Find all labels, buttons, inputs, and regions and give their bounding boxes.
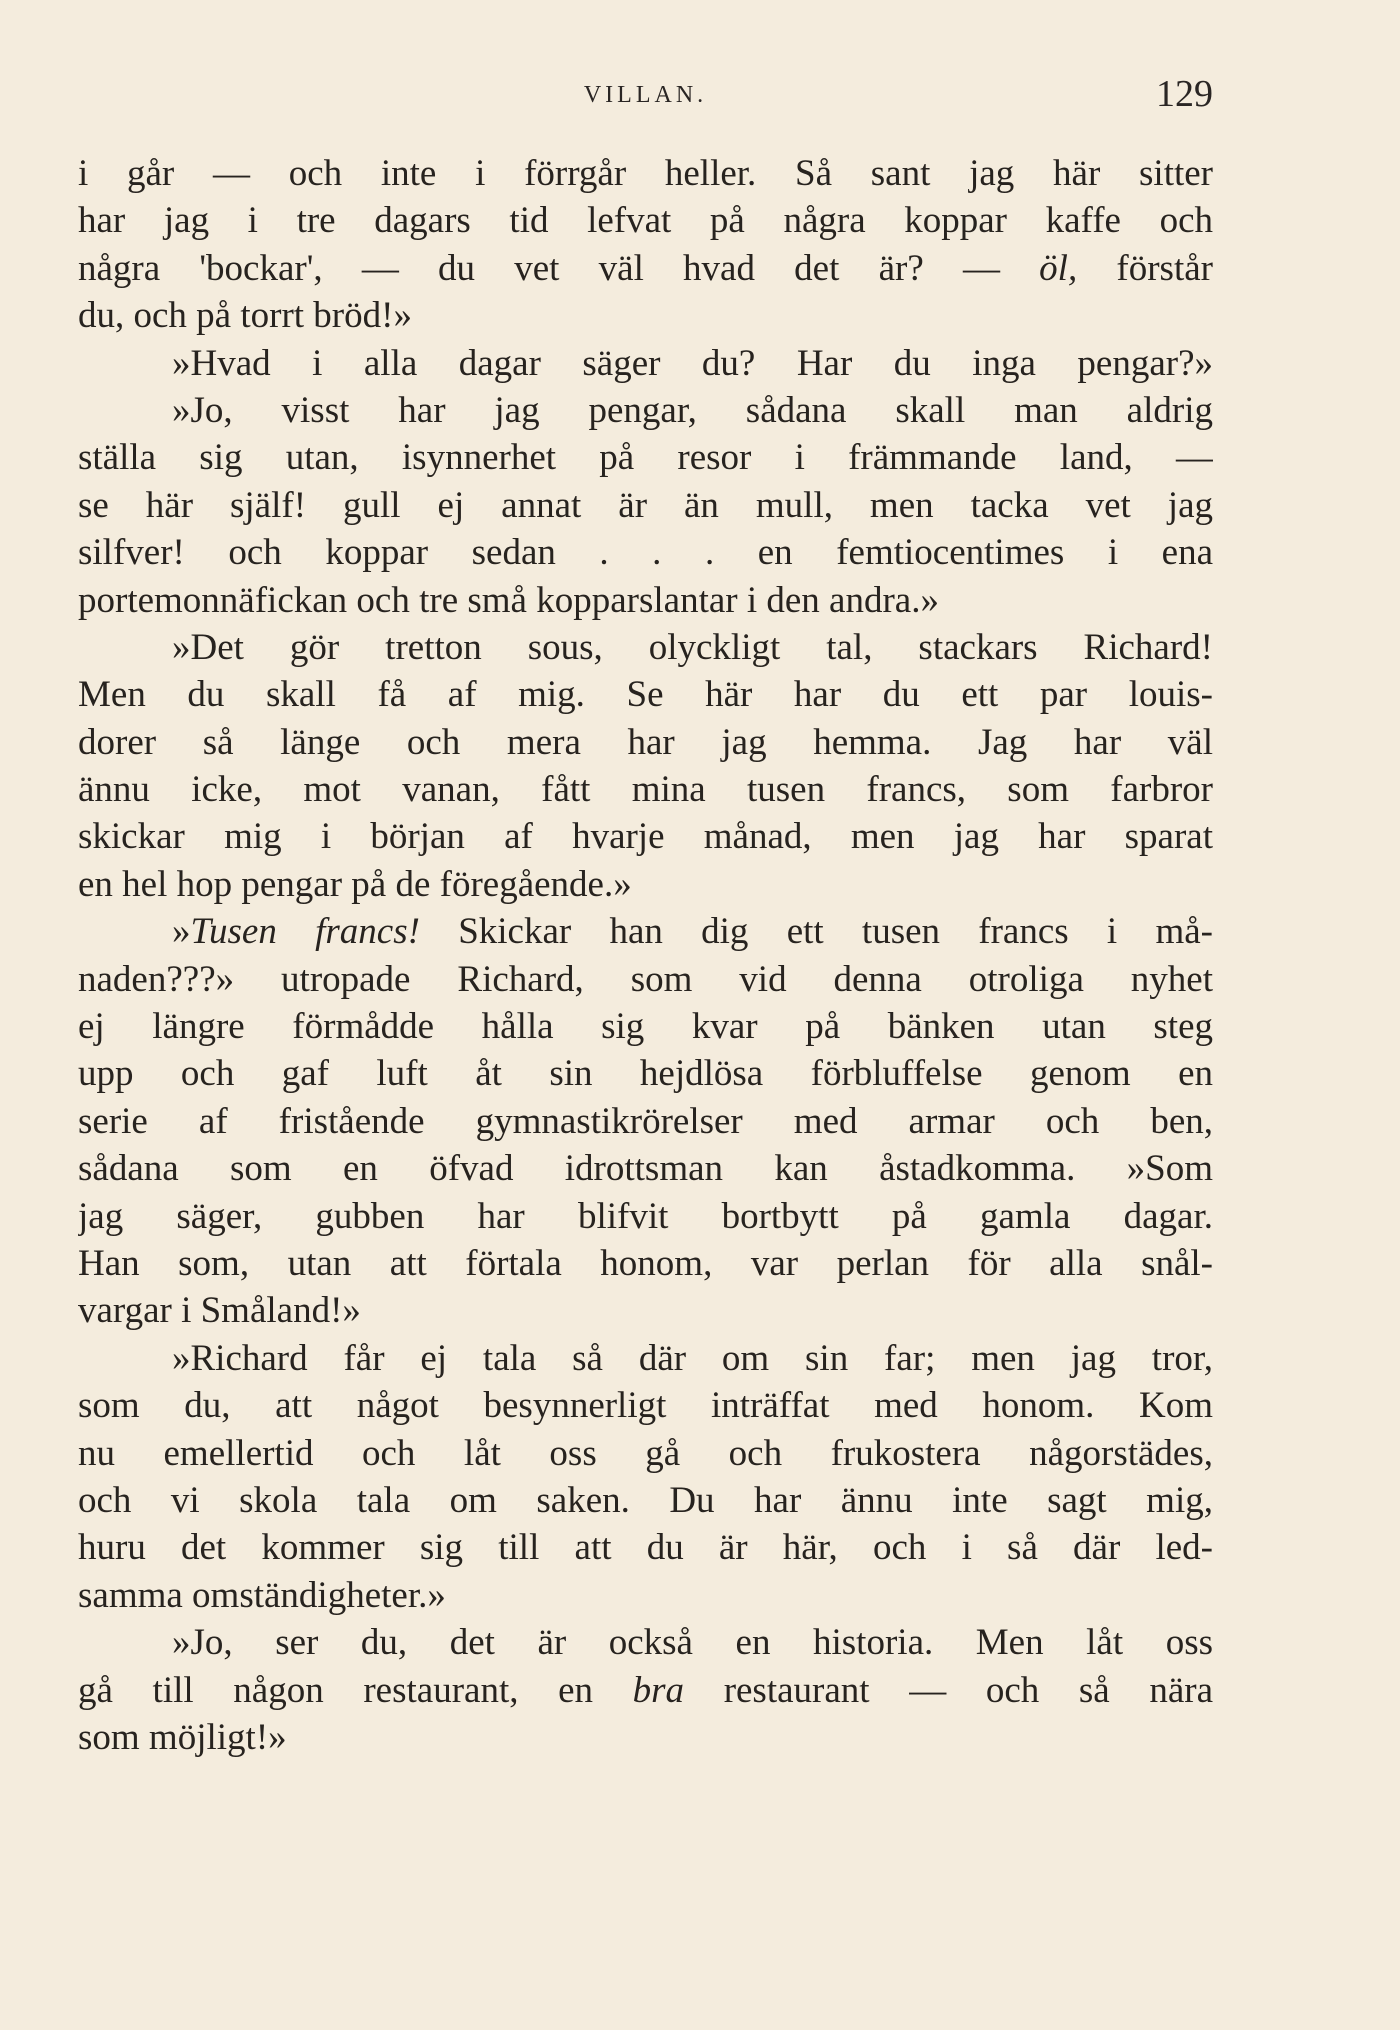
text-line (78, 245, 1213, 292)
text-segment: några 'bockar', — du vet väl hvad det är? — (78, 247, 1040, 289)
text-line: skickar mig i början af hvarje månad, men jag har sparat (78, 816, 1213, 858)
italic-text: bra (632, 1669, 685, 1711)
text-line: Men du skall få af mig. Se här har du ett par louis- (78, 674, 1213, 716)
text-line: ännu icke, mot vanan, fått mina tusen francs, som farbror (78, 769, 1213, 811)
text-segment: restaurant — och så nära (684, 1669, 1213, 1711)
text-line: serie af fristående gymnastikrörelser med armar och ben, (78, 1100, 1213, 1142)
text-line: huru det kommer sig till att du är här, och i så där led- (78, 1527, 1213, 1569)
text-line: naden???» utropade Richard, som vid denna otroliga nyhet (78, 958, 1213, 1000)
page-header (78, 72, 1213, 122)
text-line: jag säger, gubben har blifvit bortbytt på gamla dagar. (78, 1195, 1213, 1237)
text-line: har jag i tre dagars tid lefvat på några koppar kaffe och (78, 200, 1213, 242)
italic-text: Tusen francs! (190, 911, 420, 953)
text-line: upp och gaf luft åt sin hejdlösa förbluffelse genom en (78, 1053, 1213, 1095)
text-segment: » (172, 911, 191, 953)
text-line: du, och på torrt bröd!» (78, 295, 412, 337)
text-line: »Richard får ej tala så där om sin far; men jag tror, (172, 1337, 1213, 1379)
text-line: samma omständigheter.» (78, 1574, 446, 1616)
text-line: en hel hop pengar på de föregående.» (78, 863, 632, 905)
text-line: dorer så länge och mera har jag hemma. Jag har väl (78, 721, 1213, 763)
page-number: 129 (1156, 73, 1213, 115)
text-line: se här själf! gull ej annat är än mull, men tacka vet jag (78, 484, 1213, 526)
text-line: som möjligt!» (78, 1716, 287, 1758)
text-line: sådana som en öfvad idrottsman kan åstadkomma. »Som (78, 1148, 1213, 1190)
text-line: portemonnäfickan och tre små kopparslantar i den andra.» (78, 579, 939, 621)
text-line: i går — och inte i förrgår heller. Så sant jag här sitter (78, 153, 1213, 194)
text-segment: gå till någon restaurant, en (78, 1669, 633, 1711)
text-line (78, 1667, 1213, 1714)
italic-text: öl, (1039, 247, 1078, 289)
text-line: nu emellertid och låt oss gå och frukostera någorstädes, (78, 1432, 1213, 1474)
text-segment: Skickar han dig ett tusen francs i må- (419, 911, 1213, 953)
text-line: och vi skola tala om saken. Du har ännu inte sagt mig, (78, 1479, 1213, 1521)
text-line: vargar i Småland!» (78, 1290, 361, 1332)
text-line: »Det gör tretton sous, olyckligt tal, stackars Richard! (172, 626, 1213, 668)
text-line: »Jo, ser du, det är också en historia. Men låt oss (172, 1622, 1213, 1664)
text-line: silfver! och koppar sedan . . . en femtiocentimes i ena (78, 532, 1213, 574)
text-line: Han som, utan att förtala honom, var perlan för alla snål- (78, 1242, 1213, 1284)
body-text (78, 150, 1213, 1761)
text-segment: förstår (1077, 247, 1213, 289)
text-line: ställa sig utan, isynnerhet på resor i främmande land, — (78, 437, 1213, 479)
text-line: som du, att något besynnerligt inträffat med honom. Kom (78, 1385, 1213, 1427)
text-line (78, 908, 1213, 955)
text-line: »Hvad i alla dagar säger du? Har du inga pengar?» (172, 342, 1213, 384)
running-title: VILLAN. (583, 82, 708, 108)
text-line: »Jo, visst har jag pengar, sådana skall man aldrig (172, 389, 1213, 431)
text-line: ej längre förmådde hålla sig kvar på bänken utan steg (78, 1006, 1213, 1048)
